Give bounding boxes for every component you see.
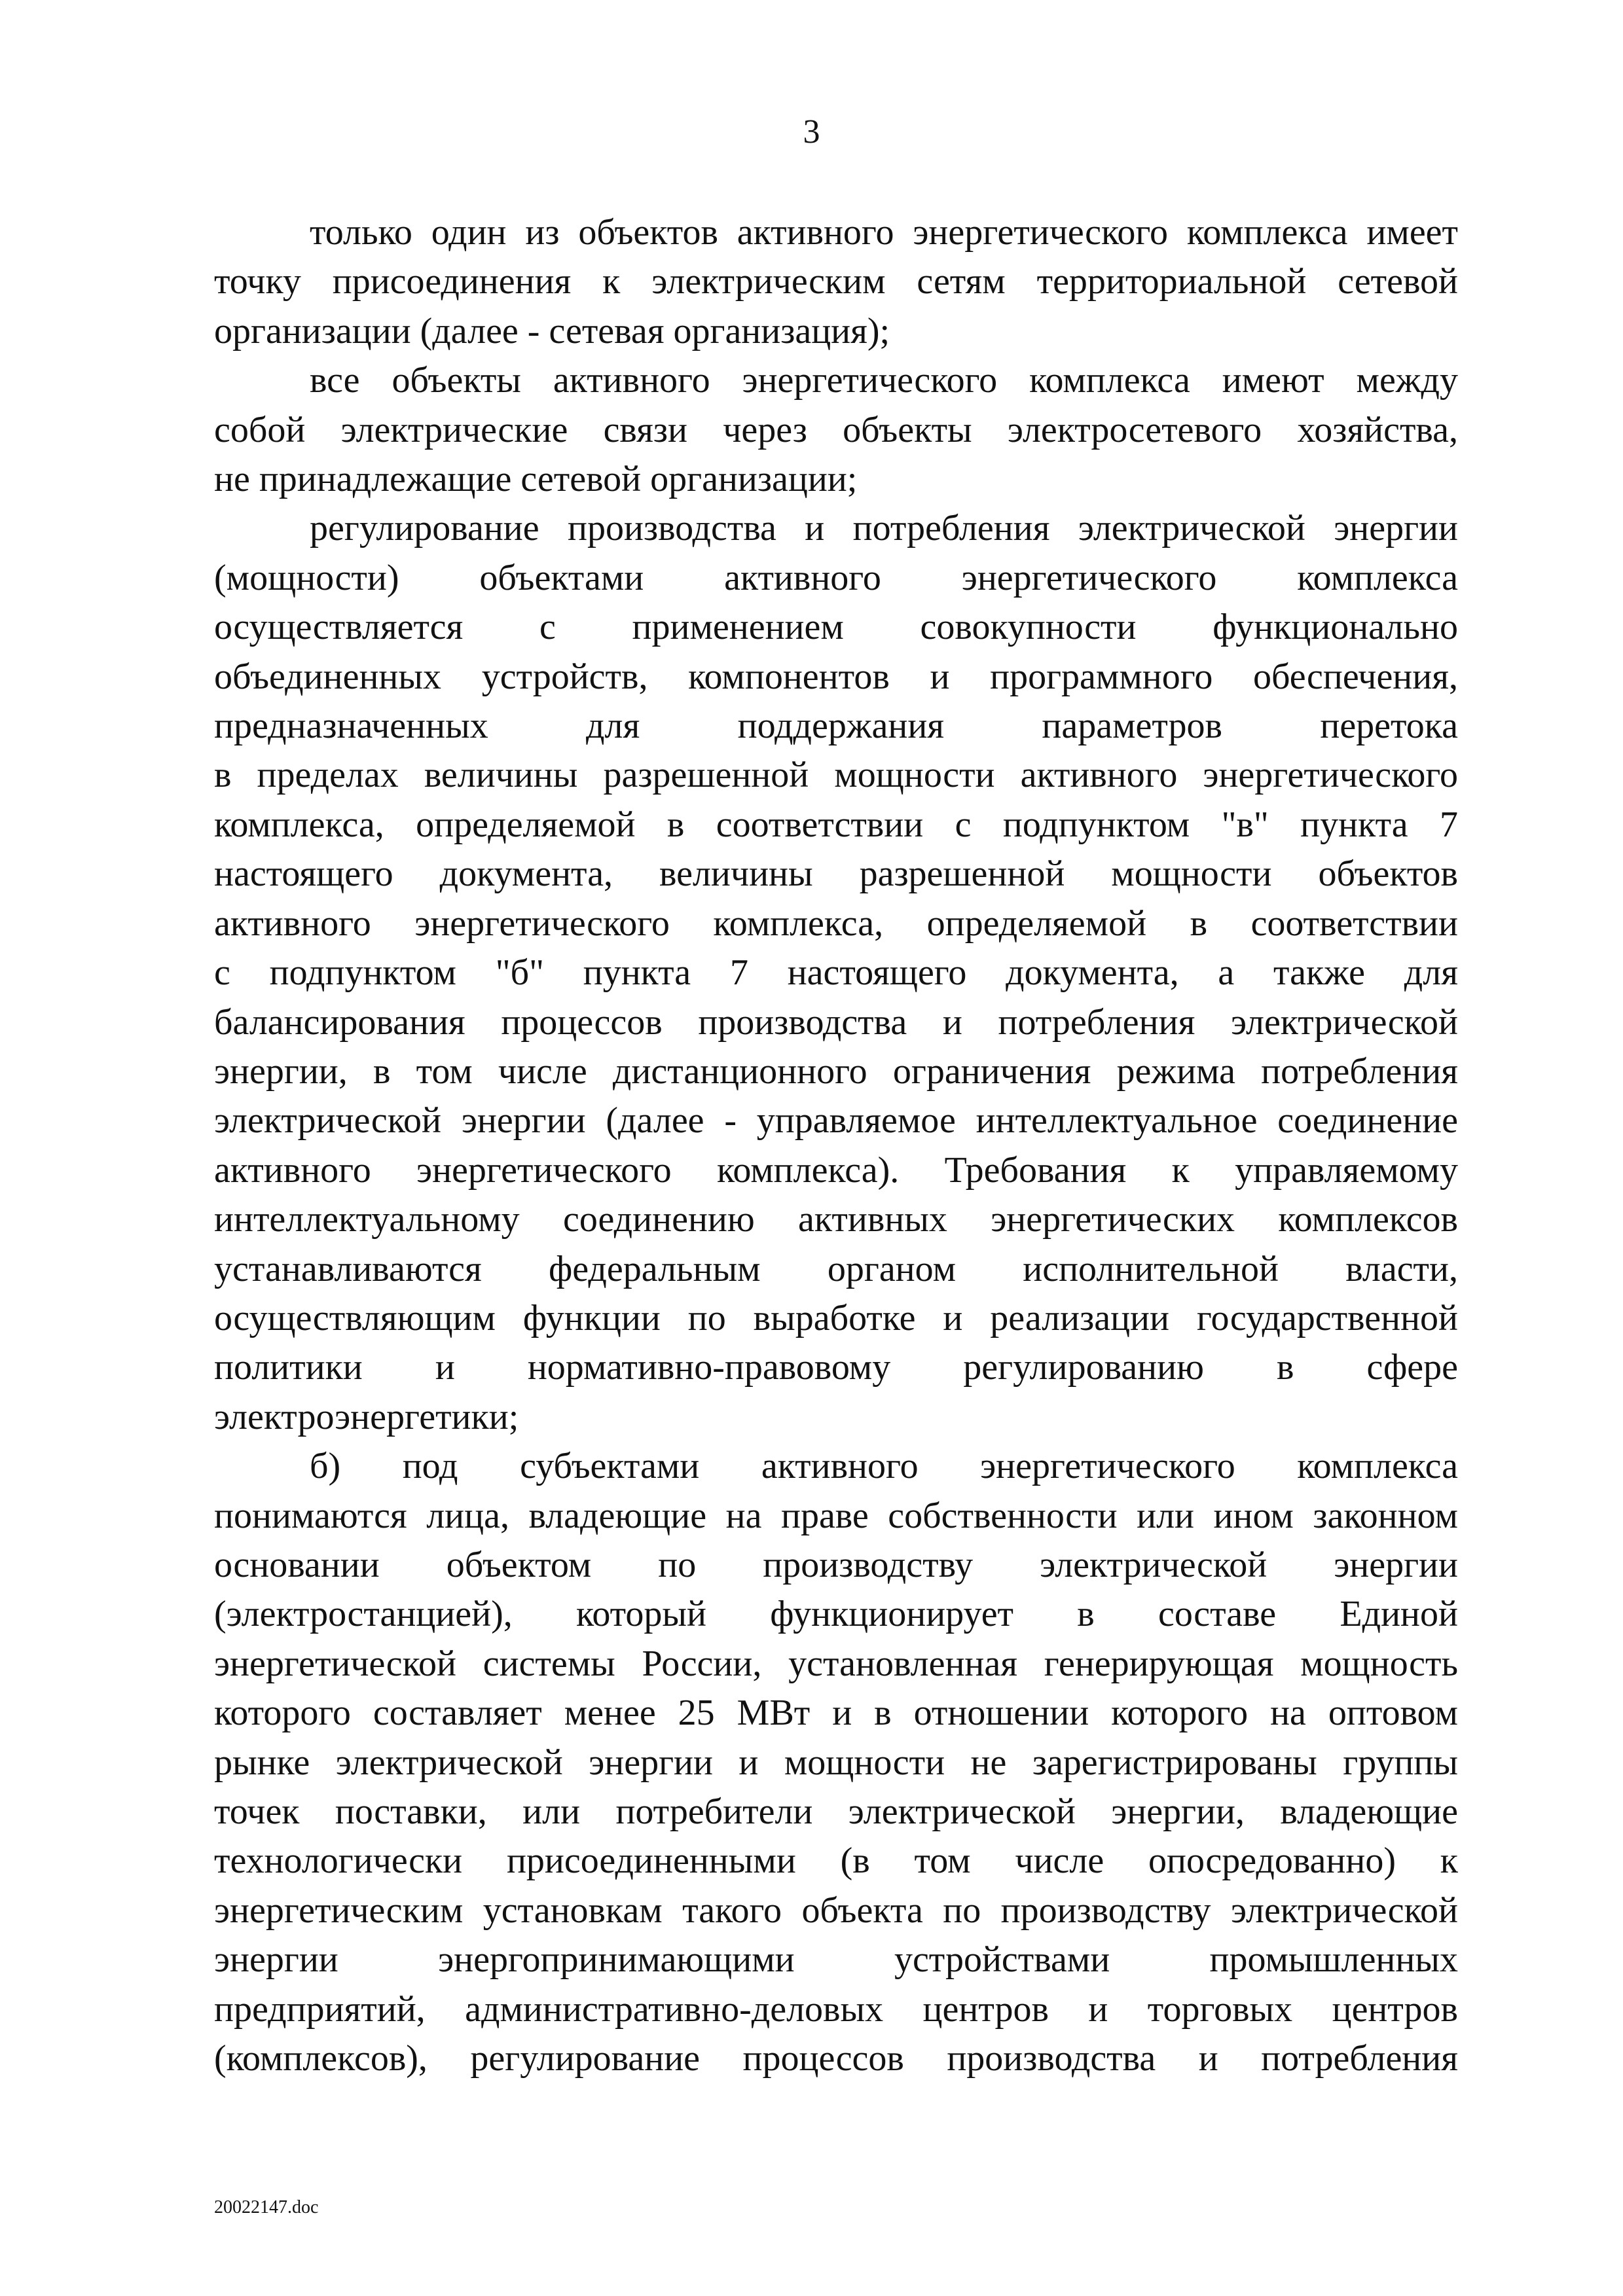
text-line: (мощности) объектами активного энергетического комплекса	[214, 557, 1458, 598]
text-line: объединенных устройств, компонентов и программного обеспечения,	[214, 656, 1458, 697]
text-line: настоящего документа, величины разрешенной мощности объектов	[214, 853, 1458, 895]
footer-filename: 20022147.doc	[214, 2197, 319, 2217]
text-line: (электростанцией), который функционирует в составе Единой	[214, 1594, 1458, 1635]
paragraph	[214, 504, 1458, 1442]
text-line: все объекты активного энергетического комплекса имеют между	[310, 360, 1458, 401]
text-line: не принадлежащие сетевой организации;	[214, 459, 858, 500]
text-line: осуществляющим функции по выработке и реализации государственной	[214, 1297, 1458, 1338]
text-line: которого составляет менее 25 МВт и в отношении которого на оптовом	[214, 1693, 1458, 1734]
paragraph	[214, 1442, 1458, 2083]
text-line: энергии энергопринимающими устройствами промышленных	[214, 1939, 1458, 1981]
text-line: только один из объектов активного энергетического комплекса имеет	[310, 212, 1458, 253]
paragraph	[214, 208, 1458, 356]
text-line: осуществляется с применением совокупности функционально	[214, 607, 1458, 648]
text-line: предназначенных для поддержания параметров перетока	[214, 706, 1458, 747]
text-line: интеллектуальному соединению активных энергетических комплексов	[214, 1199, 1458, 1240]
text-line: точку присоединения к электрическим сетям территориальной сетевой	[214, 261, 1458, 302]
text-line: активного энергетического комплекса). Требования к управляемому	[214, 1149, 1458, 1191]
text-line: балансирования процессов производства и потребления электрической	[214, 1001, 1458, 1043]
document-body	[214, 208, 1458, 2083]
text-line: политики и нормативно-правовому регулированию в сфере	[214, 1347, 1458, 1388]
text-line: организации (далее - сетевая организация);	[214, 310, 890, 351]
text-line: энергии, в том числе дистанционного ограничения режима потребления	[214, 1050, 1458, 1092]
text-line: регулирование производства и потребления электрической энергии	[310, 508, 1458, 549]
text-line: электроэнергетики;	[214, 1396, 519, 1437]
text-line: понимаются лица, владеющие на праве собственности или ином законном	[214, 1495, 1458, 1536]
text-line: предприятий, административно-деловых центров и торговых центров	[214, 1988, 1458, 2030]
text-line: основании объектом по производству электрической энергии	[214, 1544, 1458, 1585]
text-line: рынке электрической энергии и мощности не зарегистрированы группы	[214, 1742, 1458, 1783]
text-line: (комплексов), регулирование процессов производства и потребления	[214, 2038, 1458, 2079]
text-line: собой электрические связи через объекты электросетевого хозяйства,	[214, 409, 1458, 450]
page-number: 3	[803, 113, 820, 151]
text-line: б) под субъектами активного энергетического комплекса	[310, 1446, 1458, 1487]
paragraph	[214, 356, 1458, 504]
text-line: точек поставки, или потребители электрической энергии, владеющие	[214, 1791, 1458, 1832]
text-line: устанавливаются федеральным органом исполнительной власти,	[214, 1248, 1458, 1289]
text-line: активного энергетического комплекса, определяемой в соответствии	[214, 903, 1458, 944]
text-line: электрической энергии (далее - управляемое интеллектуальное соединение	[214, 1100, 1458, 1141]
text-line: энергетической системы России, установленная генерирующая мощность	[214, 1643, 1458, 1684]
text-line: комплекса, определяемой в соответствии с подпунктом "в" пункта 7	[214, 804, 1458, 845]
text-line: энергетическим установкам такого объекта по производству электрической	[214, 1890, 1458, 1931]
text-line: с подпунктом "б" пункта 7 настоящего документа, а также для	[214, 952, 1458, 994]
text-line: технологически присоединенными (в том числе опосредованно) к	[214, 1840, 1458, 1882]
text-line: в пределах величины разрешенной мощности активного энергетического	[214, 755, 1458, 796]
